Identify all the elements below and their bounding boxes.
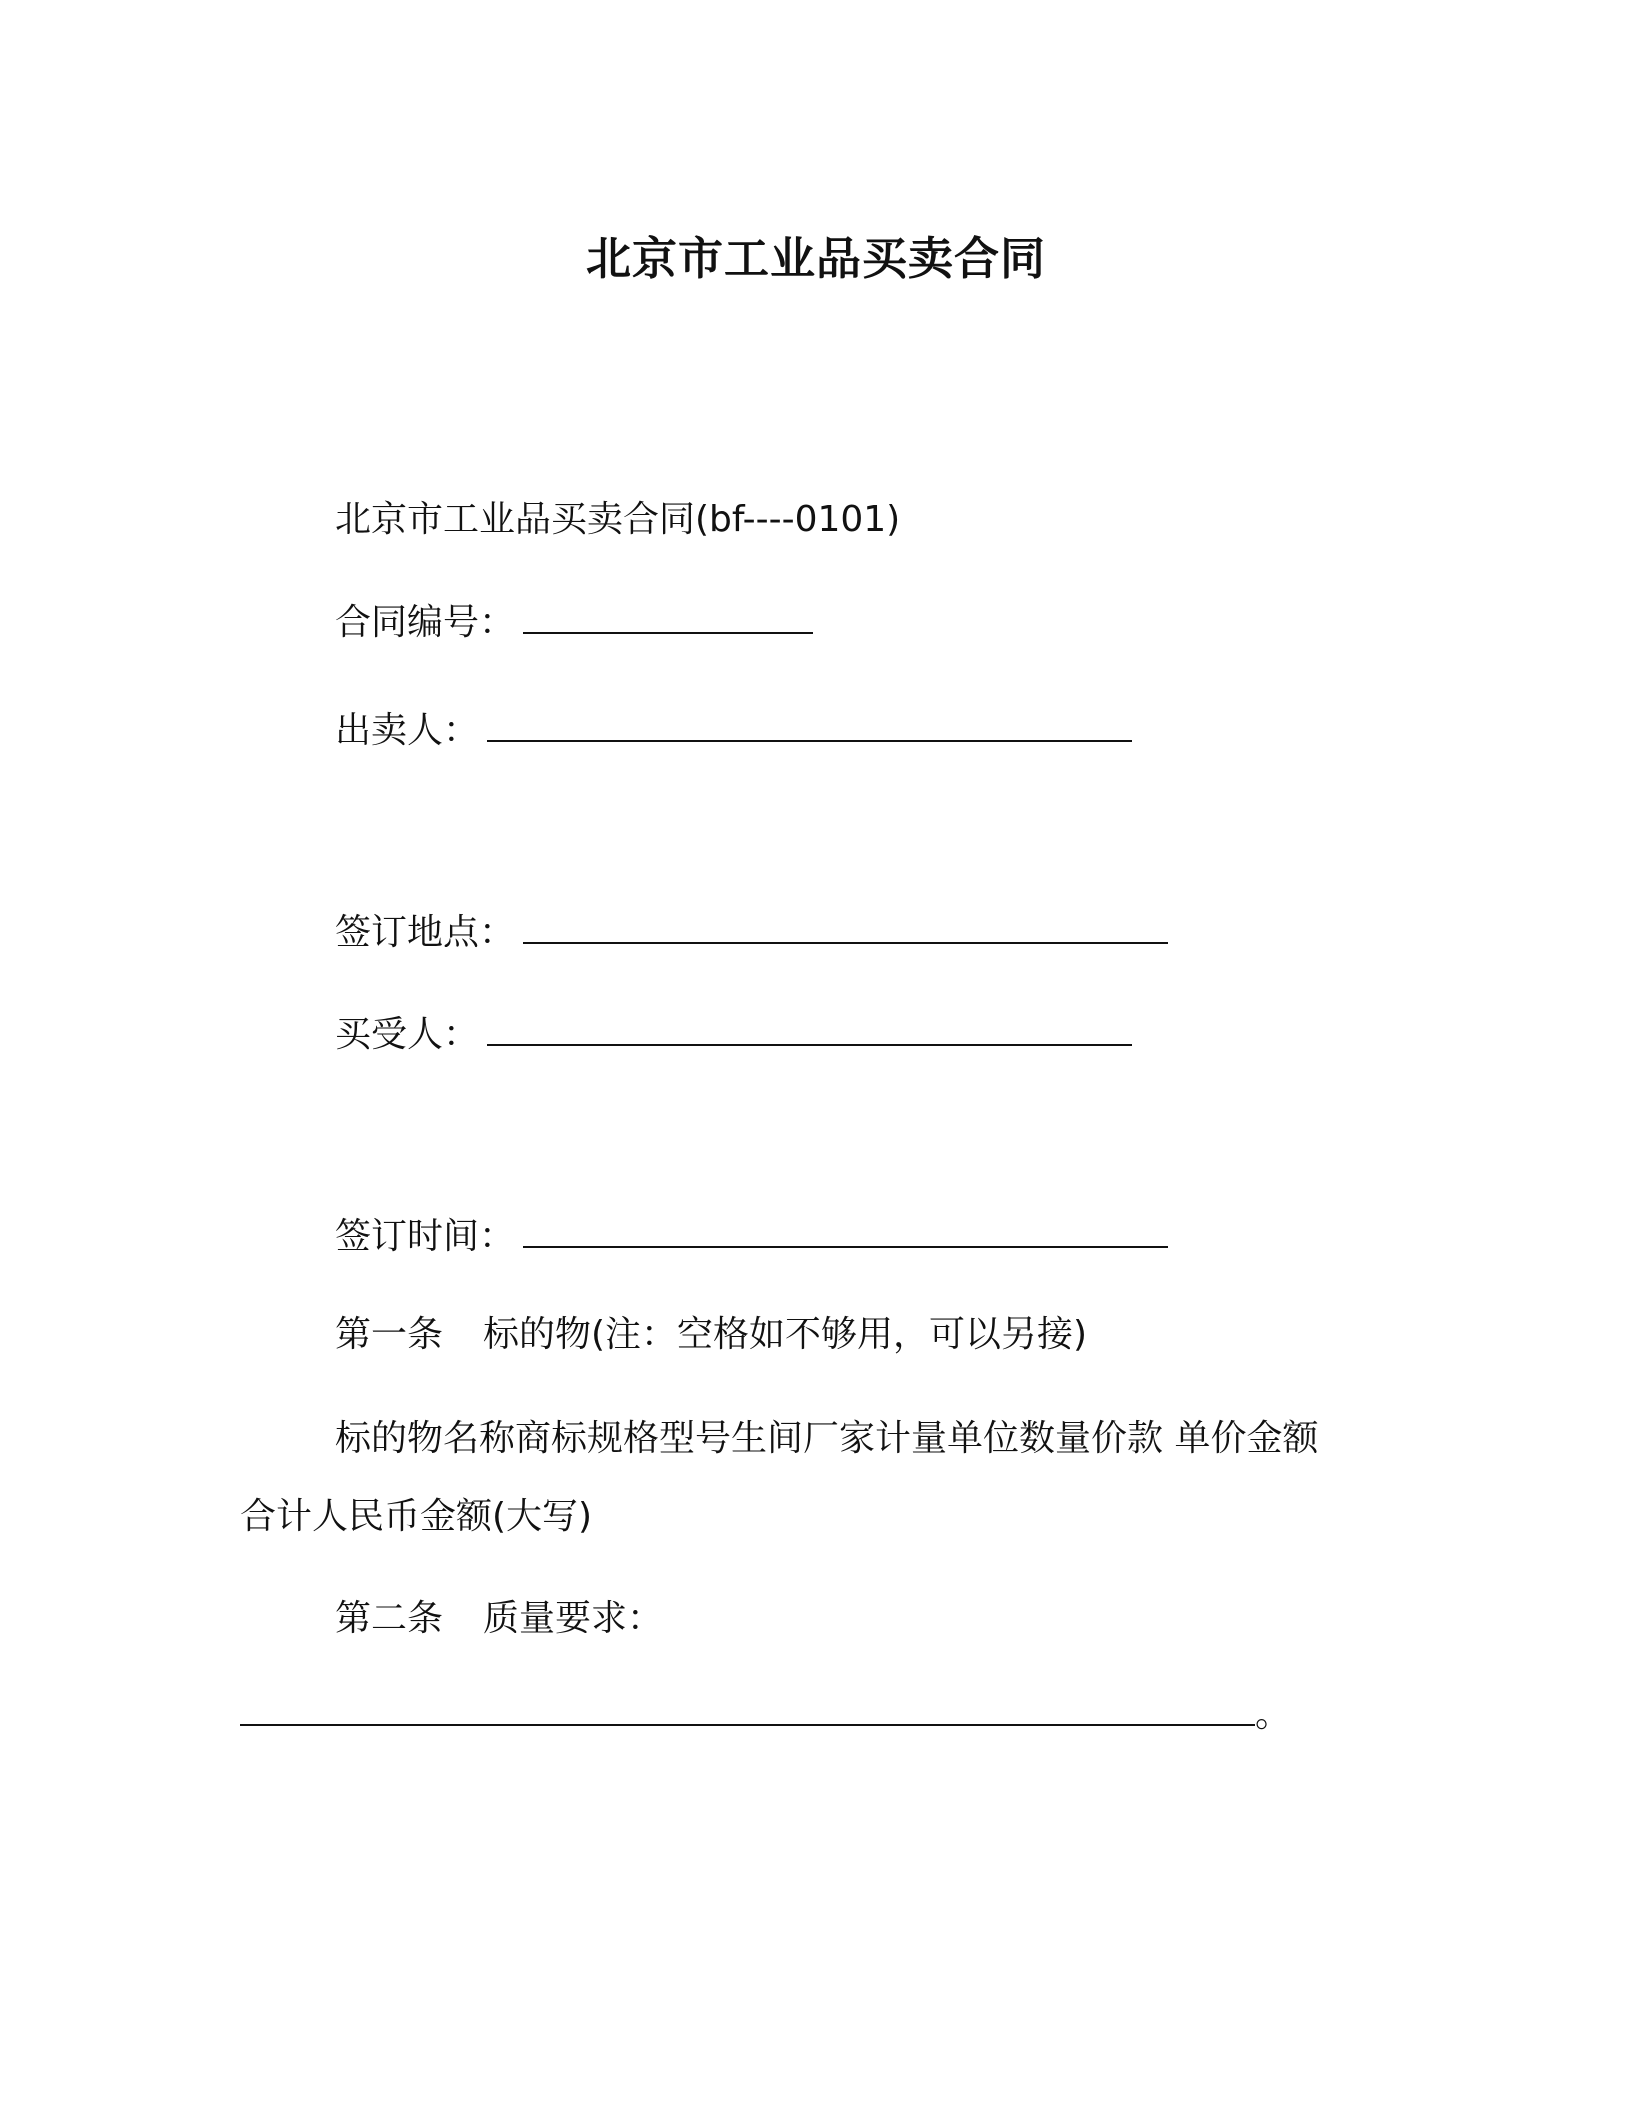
article-1-body-line-1: 标的物名称商标规格型号生间厂家计量单位数量价款 单价金额 <box>335 1418 1319 1459</box>
signing-time-row <box>335 1212 1168 1262</box>
article-1-heading <box>335 1310 1087 1360</box>
article-1-body-line-2: 合计人民币金额(大写) <box>240 1496 593 1537</box>
signing-time-blank[interactable] <box>523 1214 1168 1248</box>
article-2-blank-row <box>240 1690 1291 1740</box>
signing-place-blank[interactable] <box>523 910 1168 944</box>
article-2-title: 质量要求： <box>483 1598 664 1639</box>
article-2-heading <box>335 1594 663 1644</box>
article-1-number: 第一条 <box>335 1314 444 1355</box>
buyer-label: 买受人： <box>335 1014 480 1055</box>
seller-blank[interactable] <box>487 708 1132 742</box>
buyer-blank[interactable] <box>487 1012 1132 1046</box>
article-2-end-mark: 。 <box>1255 1694 1292 1735</box>
contract-number-blank[interactable] <box>523 600 813 634</box>
signing-time-label: 签订时间： <box>335 1216 516 1257</box>
document-title: 北京市工业品买卖合同 <box>585 232 1046 285</box>
quality-requirement-blank[interactable] <box>240 1692 1255 1726</box>
signing-place-label: 签订地点： <box>335 912 516 953</box>
article-2-number: 第二条 <box>335 1598 444 1639</box>
contract-number-row <box>335 598 813 648</box>
seller-row <box>335 706 1132 756</box>
article-1-title: 标的物(注：空格如不够用，可以另接) <box>483 1314 1088 1355</box>
seller-label: 出卖人： <box>335 710 480 751</box>
buyer-row <box>335 1010 1132 1060</box>
contract-number-label: 合同编号： <box>335 602 516 643</box>
document-subtitle: 北京市工业品买卖合同(bf----0101) <box>335 499 901 540</box>
signing-place-row <box>335 908 1168 958</box>
